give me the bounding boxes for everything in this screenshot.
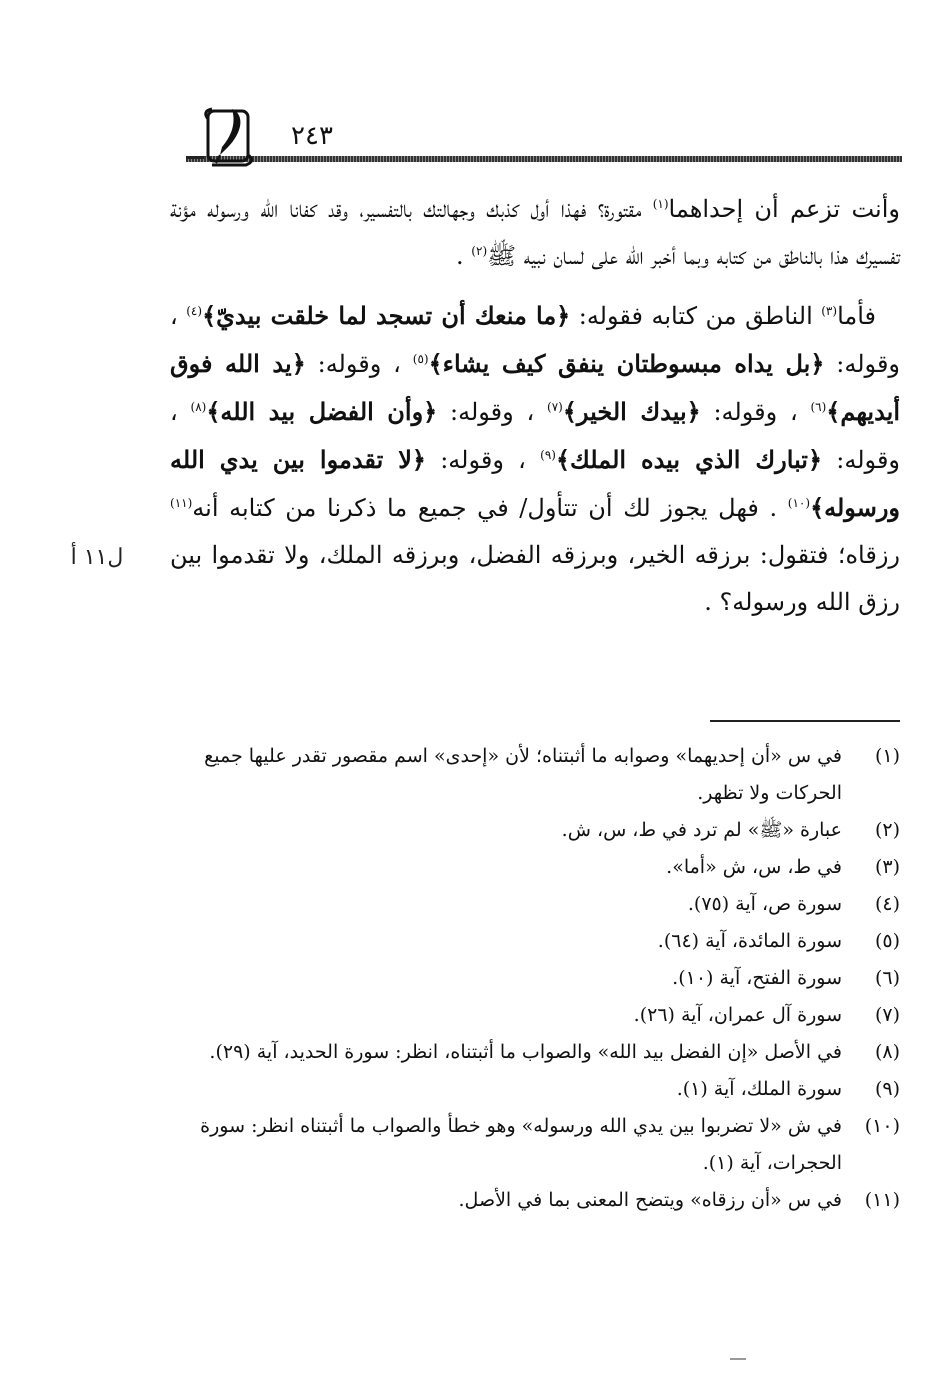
footnote-item <box>150 960 900 997</box>
footnote-text: سورة الملك، آية (١). <box>676 1078 842 1100</box>
footnote-item <box>150 812 900 849</box>
footnote-ref[interactable]: (٧) <box>547 400 563 414</box>
footnote-text: سورة الفتح، آية (١٠). <box>672 967 842 989</box>
footnote-item <box>150 738 900 812</box>
footnote-number: (٨) <box>874 1041 900 1063</box>
footnote-text: عبارة «ﷺ» لم ترد في ط، س، ش. <box>561 819 842 841</box>
footnote-ref[interactable]: (١٠) <box>787 496 811 510</box>
quran-quote: ﴿لا تقدموا بين يدي الله ورسوله﴾ <box>170 445 900 522</box>
footnote-text: سورة ص، آية (٧٥). <box>687 893 842 915</box>
footnote-ref[interactable]: (١١) <box>170 496 193 510</box>
text-run: وأنت تزعم أن إحداهما <box>668 195 900 223</box>
text-run: ، وقوله: <box>305 350 413 378</box>
footnote-item <box>150 923 900 960</box>
main-text <box>170 186 900 626</box>
quran-quote: ﴿ما منعك أن تسجد لما خلقت بيديّ﴾ <box>202 301 571 330</box>
footnote-ref[interactable]: (٢) <box>471 244 488 258</box>
footnote-item <box>150 1108 900 1182</box>
footnote-ref[interactable]: (٣) <box>821 304 838 318</box>
footnote-ref[interactable]: (٦) <box>810 400 827 414</box>
footnote-item <box>150 886 900 923</box>
quran-quote: ﴿تبارك الذي بيده الملك﴾ <box>555 445 823 474</box>
footnote-number: (٣) <box>874 856 900 878</box>
text-run: . فهل يجوز لك أن تتأول/ في جميع ما ذكرنا من كتابه أنه <box>192 494 788 522</box>
footnote-text: في س «أن إحديهما» وصوابه ما أثبتناه؛ لأن «إحدى» اسم مقصور تقدر عليها جميع الحركات ولا تظهر. <box>204 745 842 804</box>
paragraph-1 <box>170 186 900 280</box>
footnote-text: في ط، س، ش «أما». <box>666 856 842 878</box>
footnote-ref[interactable]: (٥) <box>412 352 429 366</box>
footnote-text: سورة آل عمران، آية (٢٦). <box>633 1004 842 1026</box>
footnote-number: (١٠) <box>864 1115 900 1137</box>
footnote-item <box>150 849 900 886</box>
footnote-text: في س «أن رزقاه» ويتضح المعنى بما في الأصل. <box>458 1189 842 1211</box>
footnote-ref[interactable]: (٨) <box>190 400 207 414</box>
header-rule <box>186 156 902 162</box>
text-run: ، وقوله: <box>700 398 811 426</box>
footnote-item <box>150 1182 900 1219</box>
footnote-ref[interactable]: (٤) <box>186 304 203 318</box>
quran-quote: ﴿وأن الفضل بيد الله﴾ <box>206 397 438 426</box>
footnote-number: (٩) <box>874 1078 900 1100</box>
footnote-number: (٢) <box>874 819 900 841</box>
quran-quote: ﴿بيدك الخير﴾ <box>562 397 701 426</box>
text-run: مقتورة؟ فهذا أول كذبك وجهالتك بالتفسير، وقد كفانا الله ورسوله مؤنة تفسيرك هذا بالناطق من كتابه وبما أخبر الله على لسان نبيه ﷺ <box>170 195 900 270</box>
footnote-ref[interactable]: (٩) <box>540 448 556 462</box>
page-number: ٢٤٣ <box>291 121 333 151</box>
quran-quote: ﴿بل يداه مبسوطتان ينفق كيف يشاء﴾ <box>428 349 825 378</box>
manuscript-folio-note: ل١١ أ <box>70 545 124 570</box>
text-run: . <box>456 242 472 270</box>
quran-quote: ﴿يد الله فوق أيديهم﴾ <box>170 349 901 426</box>
footnote-text: في الأصل «إن الفضل بيد الله» والصواب ما أثبتناه، انظر: سورة الحديد، آية (٢٩). <box>209 1041 842 1063</box>
footnote-number: (١) <box>874 745 900 767</box>
bottom-mark <box>730 1358 746 1360</box>
footnote-separator <box>710 720 900 722</box>
text-run: ، وقوله: <box>170 398 901 474</box>
scroll-quill-icon <box>202 105 260 169</box>
text-run: فأما <box>837 302 877 330</box>
text-run: ، وقوله: <box>425 446 541 474</box>
text-run: ، وقوله: <box>170 302 901 378</box>
footnote-item <box>150 1071 900 1108</box>
footnote-number: (١١) <box>864 1189 900 1211</box>
footnote-number: (٥) <box>874 930 900 952</box>
footnote-text: في ش «لا تضربوا بين يدي الله ورسوله» وهو خطأ والصواب ما أثبتناه انظر: سورة الحجرات، آية (١). <box>200 1115 842 1174</box>
footnote-item <box>150 1034 900 1071</box>
text-run: ، وقوله: <box>437 398 547 426</box>
footnote-number: (٤) <box>874 893 900 915</box>
text-run: رزقاه؛ فتقول: برزقه الخير، وبرزقه الفضل، وبرزقه الملك، ولا تقدموا بين رزق الله ورسوله؟ . <box>170 541 900 616</box>
footnote-text: سورة المائدة، آية (٦٤). <box>657 930 842 952</box>
footnote-item <box>150 997 900 1034</box>
paragraph-2 <box>170 292 900 626</box>
footnote-number: (٦) <box>874 967 900 989</box>
text-run: الناطق من كتابه فقوله: <box>570 302 822 330</box>
footnote-number: (٧) <box>874 1004 900 1026</box>
footnote-ref[interactable]: (١) <box>652 197 669 211</box>
footnotes-list <box>150 738 900 1219</box>
